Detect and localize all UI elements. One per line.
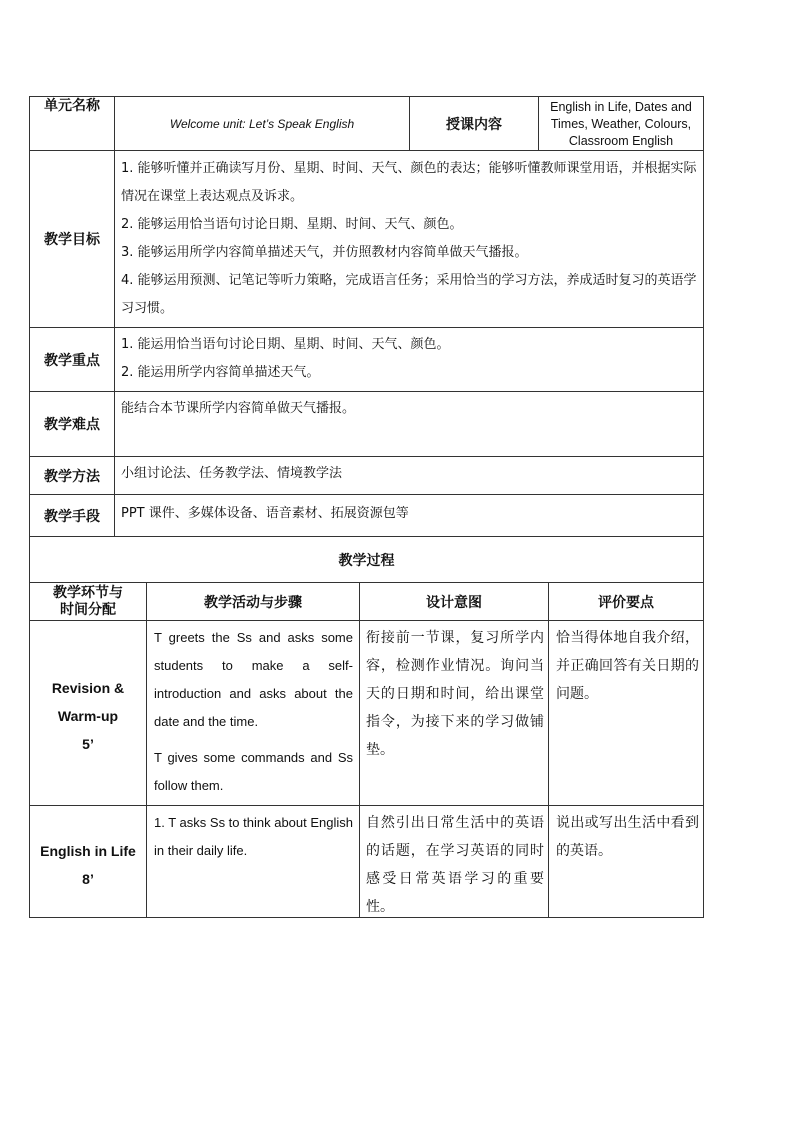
methods-label: 教学方法: [44, 468, 100, 485]
activities-cell: [154, 624, 353, 800]
header-intent: 设计意图: [426, 594, 482, 611]
key-point-item: 1. 能运用恰当语句讨论日期、星期、时间、天气、颜色。: [121, 337, 450, 352]
row-divider: [29, 494, 704, 495]
row-divider: [29, 805, 704, 806]
difficulties-label: 教学难点: [44, 417, 100, 433]
stage-cell: [30, 674, 146, 758]
col-divider: [146, 582, 147, 918]
content-value: English in Life, Dates and Times, Weather, Colours, Classroom English: [550, 99, 692, 148]
evaluation-cell: 恰当得体地自我介绍，并正确回答有关日期的问题。: [556, 630, 699, 702]
objectives-list: [121, 155, 699, 323]
col-divider: [359, 582, 360, 918]
objectives-label: 教学目标: [44, 232, 100, 248]
methods-text: 小组讨论法、任务教学法、情境教学法: [121, 466, 343, 481]
unit-name-value: Welcome unit: Let’s Speak English: [169, 117, 355, 131]
objective-item: 2. 能够运用恰当语句讨论日期、星期、时间、天气、颜色。: [121, 217, 463, 232]
intent-cell: 衔接前一节课，复习所学内容，检测作业情况。询问当天的日期和时间，给出课堂指令，为接下来的学习做铺垫。: [366, 630, 544, 758]
col-divider: [538, 96, 539, 151]
header-evaluation: 评价要点: [598, 594, 654, 611]
objective-item: 3. 能够运用所学内容简单描述天气，并仿照教材内容简单做天气播报。: [121, 245, 528, 260]
difficulties-text: 能结合本节课所学内容简单做天气播报。: [121, 401, 356, 416]
col-divider: [114, 96, 115, 537]
process-title: 教学过程: [338, 552, 395, 569]
header-stage-time: 教学环节与时间分配: [53, 584, 123, 618]
table-border-right: [703, 96, 704, 918]
row-divider: [29, 391, 704, 392]
activity-step: T greets the Ss and asks some students to make a self-introduction and asks about the date and the time.: [154, 630, 353, 729]
stage-name: English in Life: [40, 843, 136, 859]
stage-time: 8’: [82, 871, 94, 887]
stage-time: 5’: [82, 736, 94, 752]
media-label: 教学手段: [44, 508, 100, 525]
content-label: 授课内容: [446, 117, 502, 133]
stage-cell: [30, 837, 146, 893]
row-divider: [29, 456, 704, 457]
unit-name-label: 单元名称: [44, 98, 100, 114]
objective-item: 4. 能够运用预测、记笔记等听力策略，完成语言任务；采用恰当的学习方法，养成适时复习的英语学习习惯。: [121, 273, 697, 316]
objective-item: 1. 能够听懂并正确读写月份、星期、时间、天气、颜色的表达；能够听懂教师课堂用语，并根据实际情况在课堂上表达观点及诉求。: [121, 161, 697, 204]
activity-step: T gives some commands and Ss follow them.: [154, 750, 353, 793]
row-divider: [29, 620, 704, 621]
intent-cell: 自然引出日常生活中的英语的话题，在学习英语的同时感受日常英语学习的重要性。: [366, 815, 544, 915]
key-point-item: 2. 能运用所学内容简单描述天气。: [121, 365, 320, 380]
evaluation-cell: 说出或写出生活中看到的英语。: [556, 815, 699, 859]
key-points-label: 教学重点: [44, 352, 100, 369]
header-activities: 教学活动与步骤: [204, 594, 302, 611]
activity-step: 1. T asks Ss to think about English in their daily life.: [154, 815, 353, 858]
row-divider: [29, 327, 704, 328]
col-divider: [548, 582, 549, 918]
key-points-list: [121, 331, 699, 387]
stage-name: Revision & Warm-up: [51, 680, 125, 724]
media-text: PPT 课件、多媒体设备、语音素材、拓展资源包等: [121, 506, 409, 521]
